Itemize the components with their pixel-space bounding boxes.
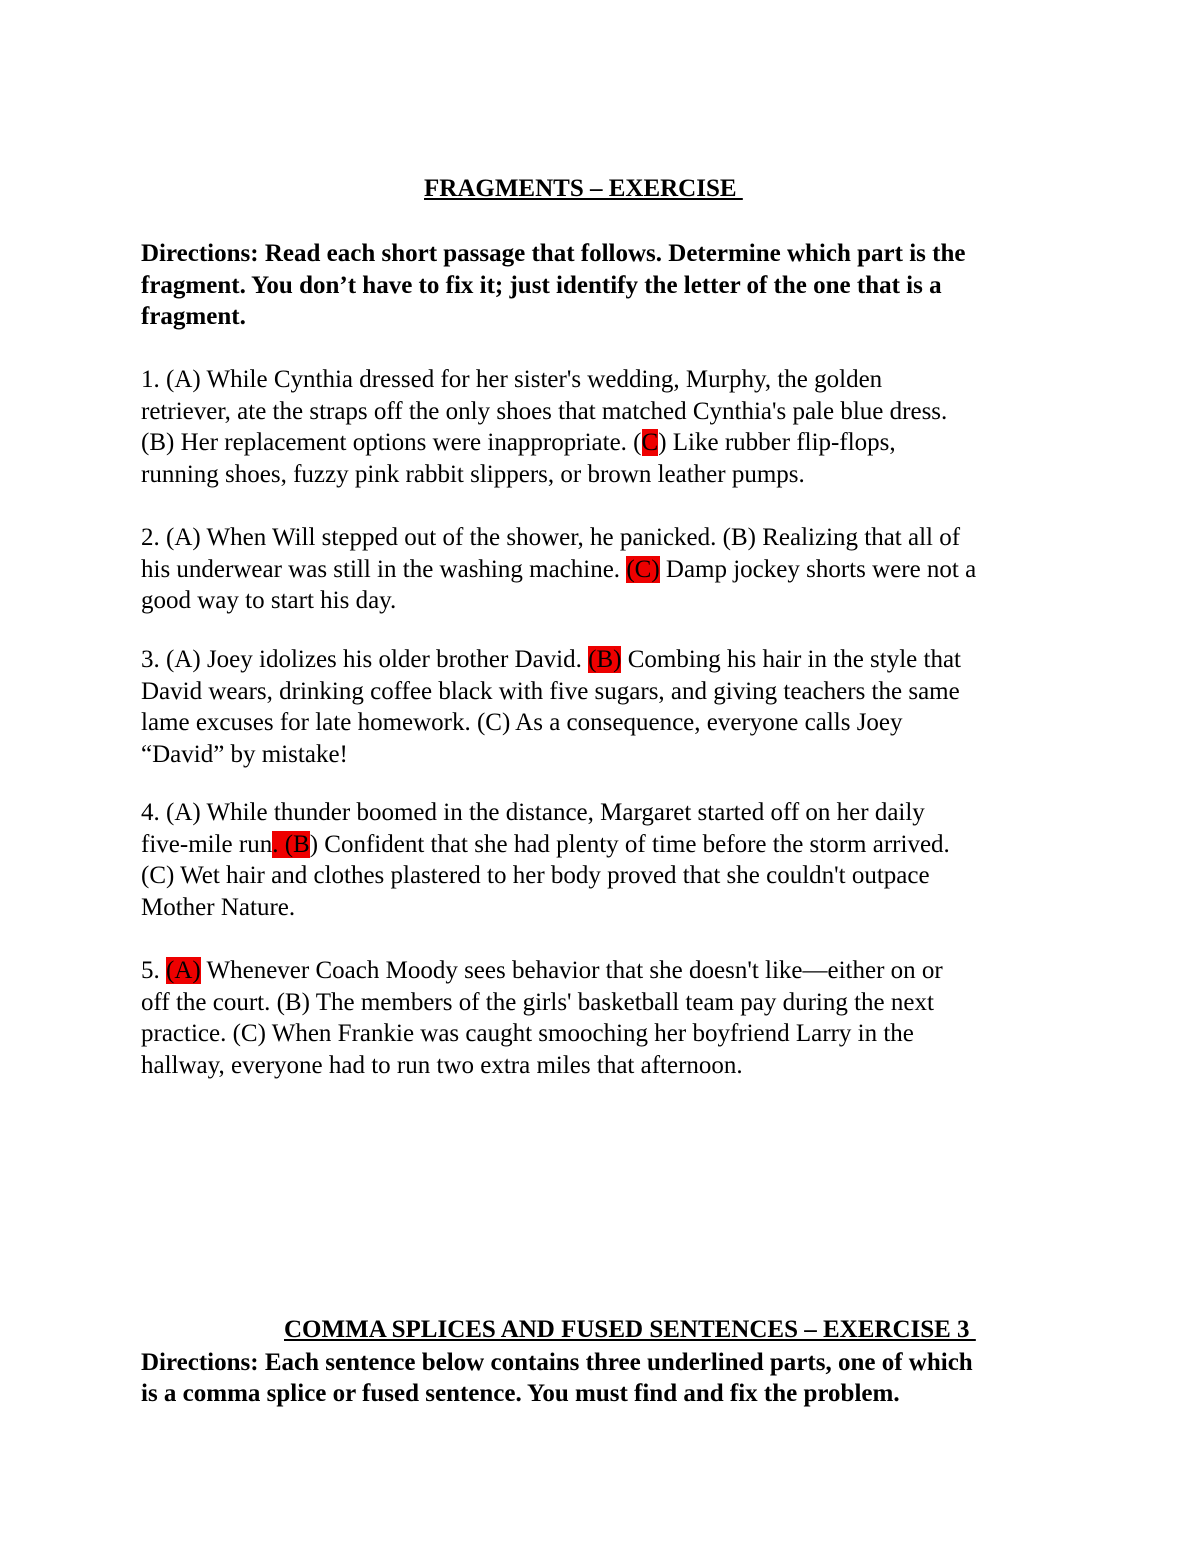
item-1-line-1: 1. (A) While Cynthia dressed for her sister's wedding, Murphy, the golden	[141, 366, 883, 393]
section-title-comma-splices: COMMA SPLICES AND FUSED SENTENCES – EXERCISE 3	[284, 1316, 976, 1343]
item-1-line-3	[141, 427, 896, 459]
directions-line-2: fragment. You don’t have to fix it; just identify the letter of the one that is a	[141, 272, 942, 299]
item-4-line-3: (C) Wet hair and clothes plastered to her body proved that she couldn't outpace	[141, 862, 930, 889]
answer-highlight-5: (A)	[166, 957, 201, 984]
item-5-line-4: hallway, everyone had to run two extra miles that afternoon.	[141, 1052, 743, 1079]
item-5-line-1	[141, 955, 943, 987]
item-5-text-after-answer: Whenever Coach Moody sees behavior that she doesn't like—either on or	[200, 957, 943, 984]
item-3-text-before-answer: 3. (A) Joey idolizes his older brother David.	[141, 646, 589, 673]
answer-highlight-4: . (B	[272, 831, 310, 858]
answer-highlight-1: C	[641, 429, 659, 456]
item-3-line-2: David wears, drinking coffee black with five sugars, and giving teachers the same	[141, 678, 960, 705]
item-2-line-1: 2. (A) When Will stepped out of the shower, he panicked. (B) Realizing that all of	[141, 524, 961, 551]
item-1-line-4: running shoes, fuzzy pink rabbit slippers, or brown leather pumps.	[141, 461, 805, 488]
item-3-line-3: lame excuses for late homework. (C) As a consequence, everyone calls Joey	[141, 709, 903, 736]
directions-line-3: fragment.	[141, 303, 246, 330]
item-3-line-1	[141, 644, 961, 676]
item-5-line-3: practice. (C) When Frankie was caught smooching her boyfriend Larry in the	[141, 1020, 914, 1047]
answer-highlight-2: (C)	[626, 556, 660, 583]
directions-line-1: Directions: Read each short passage that follows. Determine which part is the	[141, 240, 966, 267]
item-5-line-2: off the court. (B) The members of the girls' basketball team pay during the next	[141, 989, 934, 1016]
directions-2-line-1: Directions: Each sentence below contains three underlined parts, one of which	[141, 1349, 973, 1376]
item-4-line-1: 4. (A) While thunder boomed in the distance, Margaret started off on her daily	[141, 799, 925, 826]
answer-highlight-3: (B)	[588, 646, 622, 673]
item-1-text-before-answer: (B) Her replacement options were inappropriate. (	[141, 429, 642, 456]
item-4-line-4: Mother Nature.	[141, 894, 296, 921]
item-5-text-before-answer: 5.	[141, 957, 166, 984]
item-1-line-2: retriever, ate the straps off the only shoes that matched Cynthia's pale blue dress.	[141, 398, 948, 425]
item-2-line-3: good way to start his day.	[141, 587, 397, 614]
directions-2-line-2: is a comma splice or fused sentence. You must find and fix the problem.	[141, 1380, 900, 1407]
item-2-text-before-answer: his underwear was still in the washing machine.	[141, 556, 627, 583]
item-3-line-4: “David” by mistake!	[141, 741, 348, 768]
item-2-text-after-answer: Damp jockey shorts were not a	[659, 556, 977, 583]
item-3-text-after-answer: Combing his hair in the style that	[621, 646, 962, 673]
item-4-text-after-answer: ) Confident that she had plenty of time before the storm arrived.	[309, 831, 950, 858]
item-4-line-2	[141, 829, 950, 861]
section-title-fragments: FRAGMENTS – EXERCISE	[424, 175, 743, 202]
item-1-text-after-answer: ) Like rubber flip-flops,	[658, 429, 896, 456]
item-2-line-2	[141, 554, 976, 586]
item-4-text-before-answer: five-mile run	[141, 831, 273, 858]
